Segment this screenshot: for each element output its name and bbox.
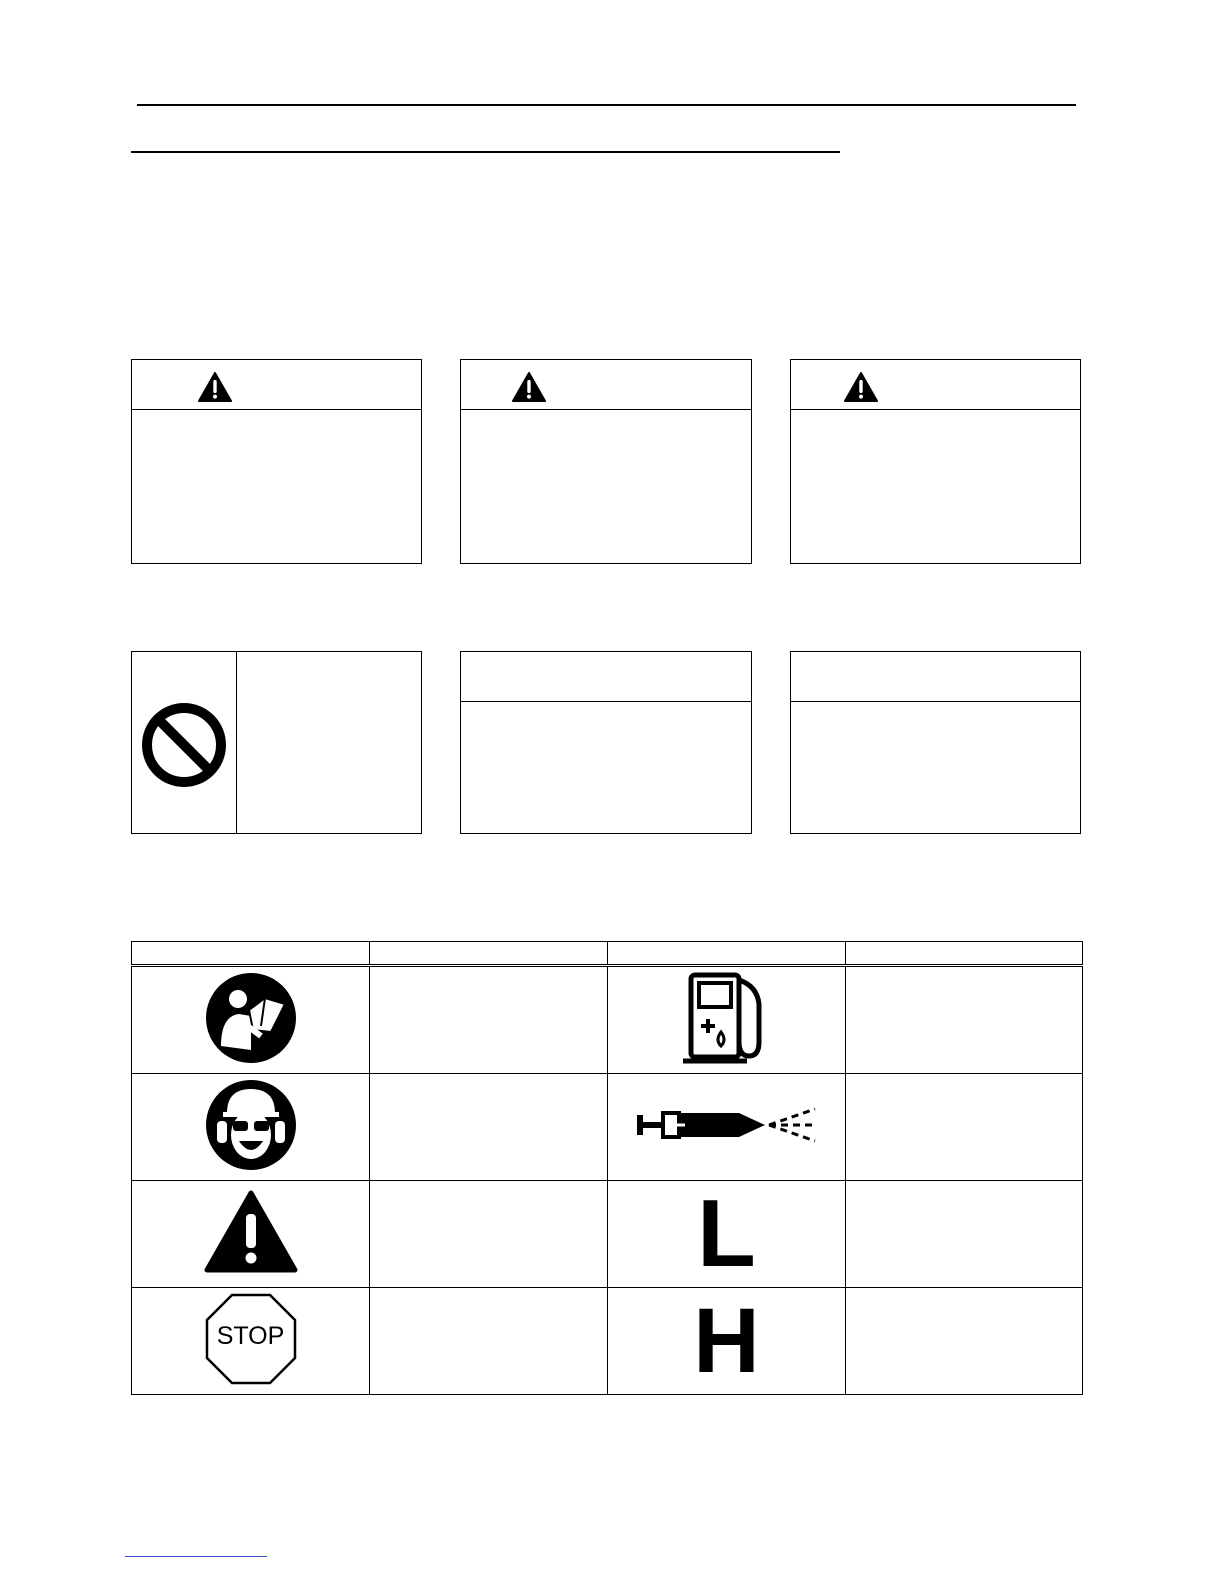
stop-sign-label: STOP	[216, 1321, 285, 1350]
symbol-cell	[608, 1288, 846, 1395]
prohibited-icon-cell	[132, 652, 237, 833]
low-speed-glyph: L	[697, 1180, 756, 1287]
symbol-description	[370, 1288, 608, 1395]
header-rule	[137, 104, 1076, 106]
symbol-description	[846, 1288, 1083, 1395]
table-row	[132, 966, 1083, 1074]
warning-triangle-icon	[512, 372, 546, 402]
symbol-description	[370, 1074, 608, 1181]
symbol-description	[370, 966, 608, 1074]
fuel-pump-icon	[679, 970, 775, 1066]
notice-box-header	[791, 652, 1080, 702]
symbol-description	[846, 1181, 1083, 1288]
warning-box-1	[131, 359, 422, 564]
injection-hazard-icon	[635, 1103, 819, 1147]
symbol-table-header	[132, 942, 1083, 966]
symbol-description	[370, 1181, 608, 1288]
prohibited-icon	[140, 701, 228, 789]
protective-gear-icon	[205, 1079, 297, 1171]
symbol-cell	[608, 1074, 846, 1181]
high-speed-glyph: H	[693, 1290, 760, 1392]
stop-sign-icon	[204, 1292, 298, 1386]
warning-triangle-icon	[844, 372, 878, 402]
warning-triangle-icon	[198, 372, 232, 402]
warning-box-header	[132, 360, 421, 410]
symbol-table	[131, 941, 1083, 1395]
warning-triangle-icon	[204, 1190, 298, 1274]
notice-box-header	[461, 652, 751, 702]
symbol-cell	[608, 1181, 846, 1288]
warning-box-3	[790, 359, 1081, 564]
symbol-cell	[608, 966, 846, 1074]
warning-box-header	[791, 360, 1080, 410]
table-row	[132, 1181, 1083, 1288]
symbol-cell	[132, 1288, 370, 1395]
header-cell	[370, 942, 608, 966]
warning-box-2	[460, 359, 752, 564]
header-cell	[132, 942, 370, 966]
warning-box-header	[461, 360, 751, 410]
symbol-description	[846, 1074, 1083, 1181]
notice-box-2	[460, 651, 752, 834]
symbol-cell	[132, 1181, 370, 1288]
symbol-cell	[132, 966, 370, 1074]
symbol-description	[846, 966, 1083, 1074]
section-title-underline	[131, 151, 840, 153]
notice-box-3	[790, 651, 1081, 834]
footer-link-underline[interactable]	[125, 1556, 267, 1557]
prohibited-notice-box	[131, 651, 422, 834]
symbol-cell	[132, 1074, 370, 1181]
table-row	[132, 1288, 1083, 1395]
header-cell	[846, 942, 1083, 966]
read-manual-icon	[205, 972, 297, 1064]
table-row	[132, 1074, 1083, 1181]
header-cell	[608, 942, 846, 966]
